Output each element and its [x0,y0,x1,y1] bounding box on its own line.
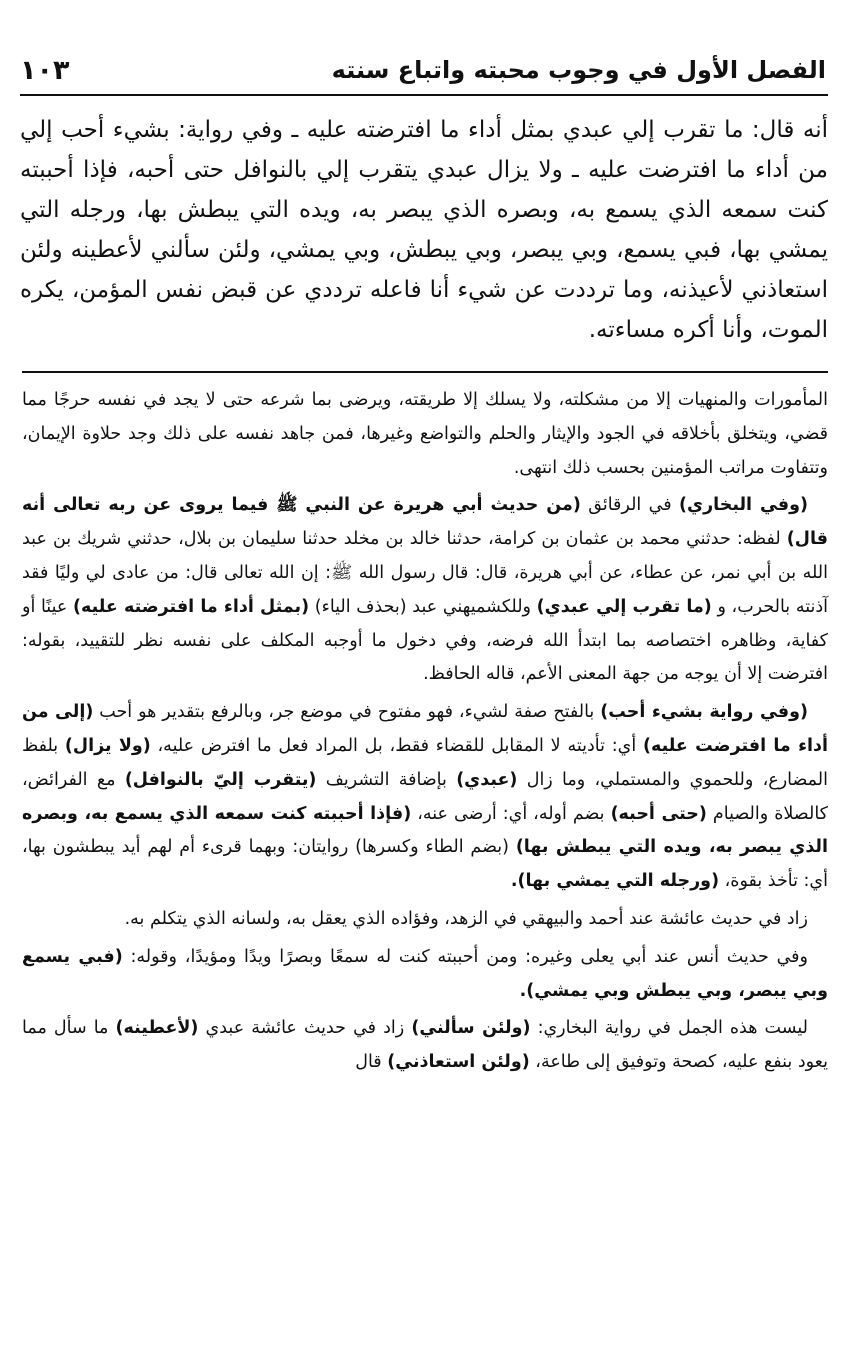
bold-quote: (فبي يسمع وبي يبصر، وبي يبطش وبي يمشي). [22,946,828,1001]
text-run: وفي حديث أنس عند أبي يعلى وغيره: ومن أحببته كنت له سمعًا وبصرًا ويدًا ومؤيدًا، وقوله: [122,946,809,967]
bold-quote: (ولئن استعاذني) [387,1052,530,1073]
bold-quote: (ما تقرب إلي عبدي) [536,596,712,617]
text-run: (بضم الطاء وكسرها) روايتان: وبهما قرىء أم لهم أيد يبطشون بها، أي: تأخذ بقوة، [22,837,828,892]
bold-quote: (إلى من أداء ما افترضت عليه) [22,702,828,756]
commentary-divider [22,371,828,373]
text-run: زاد في حديث عائشة عبدي [198,1018,412,1039]
bold-quote: (وفي رواية بشيء أحب) [600,702,808,723]
text-run: بلفظ المضارع، وللحموي والمستملي، وما زال [22,735,828,790]
text-run: مع الفرائض، كالصلاة والصيام [22,769,828,824]
bold-quote: (حتى أحبه) [610,803,707,824]
header-rule [20,94,828,96]
bold-quote: (عبدي) [456,769,518,790]
commentary-paragraph-5 [22,941,828,1009]
text-run: بالفتح صفة لشيء، فهو مفتوح في موضع جر، وبالرفع بتقدير هو أحب [93,702,601,723]
text-run: لفظه: حدثني محمد بن عثمان بن كرامة، حدثنا خالد بن مخلد حدثنا سليمان بن بلال، حدثني شريك بن عبد الله بن أبي نمر، عن عطاء، عن أبي هريرة، قال: قال رسول الله ﷺ: إن الله تعالى قال: من عادى لي وليًا فقد آذنته بالحرب، و [22,529,829,617]
text-run: بإضافة التشريف [316,769,457,790]
bold-quote: (من حديث أبي هريرة عن النبي ﷺ فيما يروى عن ربه تعالى أنه قال) [22,495,828,550]
text-run: قال [355,1052,388,1073]
main-text: أنه قال: ما تقرب إلي عبدي بمثل أداء ما افترضته عليه ـ وفي رواية: بشيء أحب إلي من أداء ما افترضت عليه ـ ولا يزال عبدي يتقرب إلي بالنوافل حتى أحبه، فإذا أحببته كنت سمعه الذي يسمع به، وبصره الذي يبصر به، ويده التي يبطش بها، ورجله التي يمشي بها، فبي يسمع، وبي يبصر، وبي يبطش، وبي يمشي، ولئن سألني لأعطينه ولئن استعاذني لأعيذنه، وما ترددت عن شيء أنا فاعله ترددي عن قبض نفس المؤمن، يكره الموت، وأنا أكره مساءته. [20,117,828,343]
bold-quote: (فإذا أحببته كنت سمعه الذي يسمع به، وبصره الذي يبصر به، ويده التي يبطش بها) [22,803,828,858]
commentary-paragraph-1: المأمورات والمنهيات إلا من مشكلته، ولا يسلك إلا طريقته، ويرضى بما شرعه حتى لا يجد في نفسه حرجًا مما قضي، ويتخلق بأخلاقه في الجود والإيثار والحلم والتواضع وغيرها، فمن جاهد نفسه على ذلك وجد حلاوة الإيمان، وتتفاوت مراتب المؤمنين بحسب ذلك انتهى. [22,390,828,478]
bold-quote: (لأعطينه) [115,1018,199,1039]
bold-quote: (يتقرب إليّ بالنوافل) [124,769,317,790]
text-run: وللكشميهني عبد (بحذف الياء) [309,596,537,617]
chapter-title: الفصل الأول في وجوب محبته واتباع سنته [331,56,826,84]
commentary-paragraph-4: زاد في حديث عائشة عند أحمد والبيهقي في الزهد، وفؤاده الذي يعقل به، ولسانه الذي يتكلم به. [124,908,808,929]
bold-quote: (ورجله التي يمشي بها). [510,871,720,892]
text-run: أي: تأديته لا المقابل للقضاء فقط، بل المراد فعل ما افترض عليه، [150,735,643,756]
commentary-paragraph-3 [22,696,828,899]
bold-quote: (ولا يزال) [64,735,151,756]
text-run: ما سأل مما يعود بنفع عليه، كصحة وتوفيق إلى طاعة، [22,1018,828,1073]
page-number: ١٠٣ [20,54,70,86]
text-run: عينًا أو كفاية، وظاهره اختصاصه بما ابتدأ الله فرضه، وفي دخول ما أوجبه المكلف على نفسه نظر للتقييد، بقوله: افترضت إلا أن يوجه من جهة المعنى الأعم، قاله الحافظ. [22,596,828,685]
bold-quote: (وفي البخاري) [679,495,809,516]
commentary-paragraph-6 [22,1012,828,1080]
bold-quote: (ولئن سألني) [411,1018,531,1039]
text-run: ليست هذه الجمل في رواية البخاري: [530,1018,808,1039]
running-header [20,48,826,92]
commentary [22,384,828,1084]
bold-quote: (بمثل أداء ما افترضته عليه) [72,596,310,617]
commentary-paragraph-2 [22,489,828,692]
text-run: بضم أوله، أي: أرضى عنه، [411,803,611,824]
text-run: في الرقائق [580,495,680,516]
